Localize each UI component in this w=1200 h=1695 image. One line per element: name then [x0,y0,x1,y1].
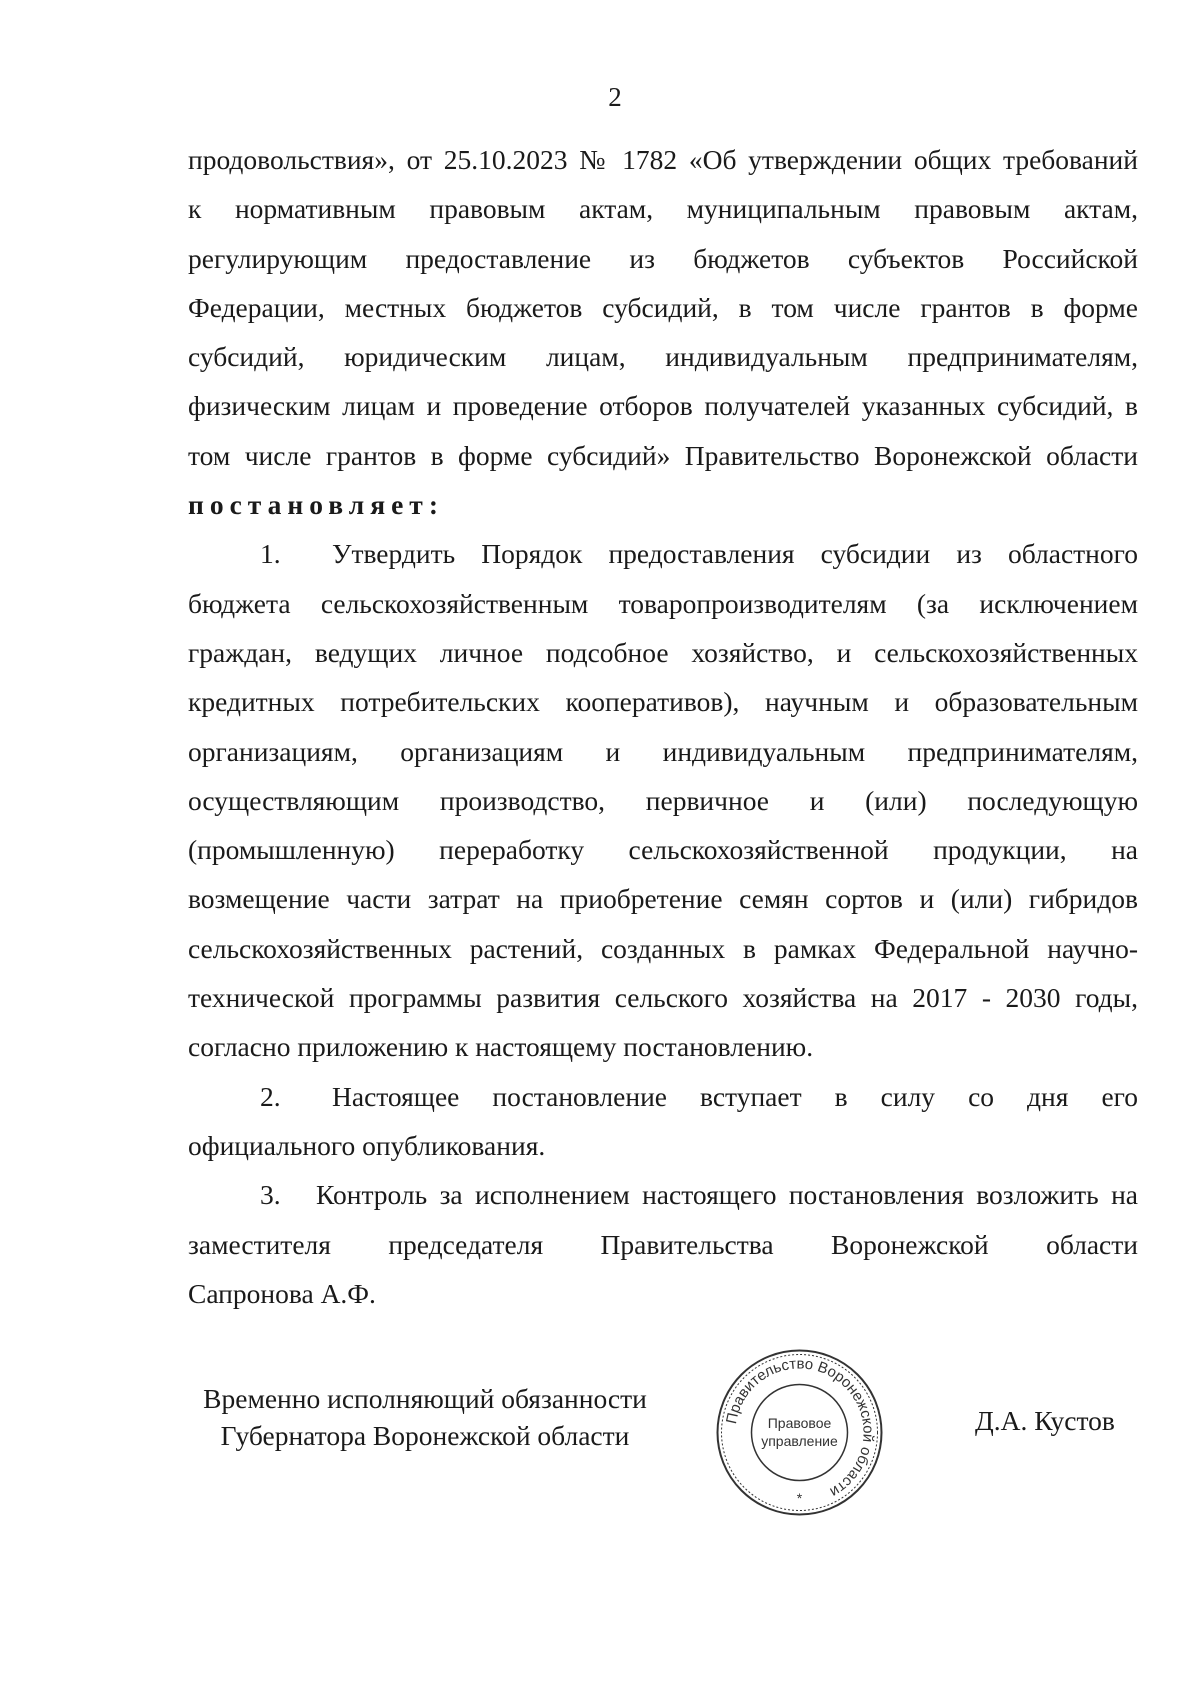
item-line: осуществляющим производство, первичное и (или) последующую [188,784,1138,816]
item-1 [188,529,1138,1071]
preamble-paragraph [188,135,1138,480]
item-3 [188,1170,1138,1318]
stamp-inner-line: управление [761,1433,838,1449]
item-line: Утвердить Порядок предоставления субсидии из областного [332,538,1138,570]
item-line: бюджета сельскохозяйственным товаропроизводителям (за исключением [188,587,1138,619]
signature-position-line: Губернатора Воронежской области [220,1420,630,1451]
item-2 [188,1072,1138,1171]
stamp-inner-line: Правовое [767,1415,832,1431]
decree-word: постановляет: [188,489,444,521]
item-2-first-line [188,1072,1138,1121]
item-line: официального опубликования. [188,1129,546,1161]
item-line: технической программы развития сельского хозяйства на 2017 - 2030 годы, [188,982,1138,1014]
item-1-first-line [188,529,1138,578]
item-line: заместителя председателя Правительства Воронежской области [188,1228,1138,1260]
preamble-line: Федерации, местных бюджетов субсидий, в том числе грантов в форме [188,291,1138,323]
item-line: (промышленную) переработку сельскохозяйственной продукции, на [188,834,1138,866]
stamp-outer-text: Правительство Воронежской области [723,1355,877,1501]
item-number: 3. [260,1179,281,1211]
item-line: сельскохозяйственных растений, созданных в рамках Федеральной научно- [188,932,1138,964]
item-line: Настоящее постановление вступает в силу со дня его [332,1080,1138,1112]
item-3-first-line [188,1170,1138,1219]
document-body [188,135,1138,1318]
item-line: возмещение части затрат на приобретение семян сортов и (или) гибридов [188,883,1138,915]
item-line: кредитных потребительских кооперативов), научным и образовательным [188,686,1138,718]
page-number: 2 [608,82,622,112]
preamble-line: к нормативным правовым актам, муниципальным правовым актам, [188,193,1138,225]
preamble-line: физическим лицам и проведение отборов получателей указанных субсидий, в [188,390,1138,422]
official-stamp [712,1345,887,1520]
preamble-line: субсидий, юридическим лицам, индивидуальным предпринимателям, [188,341,1138,373]
stamp-star: * [796,1490,803,1506]
preamble-line: том числе грантов в форме субсидий» Правительство Воронежской области [188,439,1138,471]
preamble-line: продовольствия», от 25.10.2023 № 1782 «Об утверждении общих требований [188,144,1138,175]
signature-position-line: Временно исполняющий обязанности [203,1383,647,1414]
signature-position [185,1380,665,1454]
preamble-line: регулирующим предоставление из бюджетов субъектов Российской [188,242,1138,274]
item-line: Контроль за исполнением настоящего постановления возложить на [316,1179,1138,1211]
item-line: Сапронова А.Ф. [188,1277,376,1309]
item-line: согласно приложению к настоящему постановлению. [188,1031,814,1063]
item-number: 2. [260,1080,281,1112]
item-line: граждан, ведущих личное подсобное хозяйство, и сельскохозяйственных [188,636,1138,668]
item-line: организациям, организациям и индивидуальным предпринимателям, [188,735,1138,767]
item-number: 1. [260,538,281,570]
signature-name: Д.А. Кустов [975,1405,1115,1436]
